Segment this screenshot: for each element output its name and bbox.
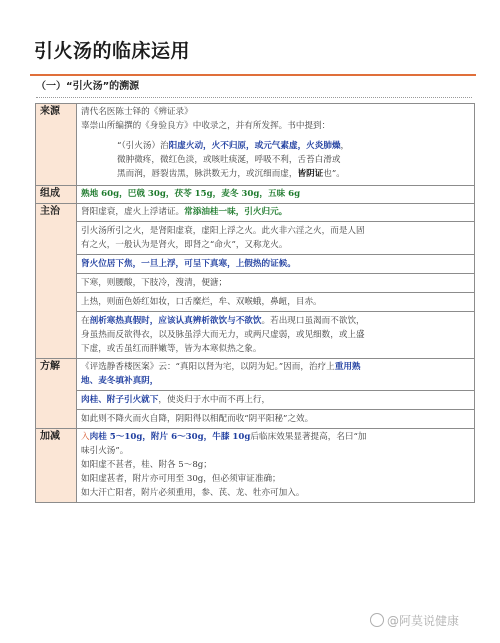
indication-detail (77, 292, 474, 309)
label-modification: 加减 (36, 429, 77, 503)
quote-text: ， (340, 141, 350, 151)
quote-line-2: 微肿微疼，微红色淡，或咳吐痰涎，呼吸不利，舌苔白滑或 (117, 155, 341, 165)
commentary-text: 《评选静香楼医案》云：“真阳以肾为宅，以阴为妃。”因而，治疗上 (81, 362, 335, 372)
watermark-text: @阿莫说健康 (387, 614, 460, 628)
indication-line: 身虽热而反欲得衣，以及脉虽浮大而无力，或两尺虚弱，或见细数，或上盛 (81, 330, 365, 340)
row-modification (36, 429, 475, 503)
content-composition (77, 186, 475, 204)
label-indication: 主治 (36, 204, 77, 359)
indication-line: 下虚，或舌虽红而胖嫩等，皆为本寒似热之象。 (81, 344, 262, 354)
indication-detail (77, 273, 474, 290)
section-heading: （一）“引火汤”的溯源 (36, 77, 472, 98)
quote-line-3 (117, 167, 460, 181)
quote-highlight: 阳虚火动，火不归原，或元气素虚，火炎肺燥 (168, 141, 341, 151)
modification-highlight: 肉桂 5～10g，附片 6～30g，牛膝 10g (89, 432, 251, 442)
indication-text: 。若出现口虽渴而不欲饮， (261, 316, 365, 326)
modification-line-5: 如大汗亡阳者，附片必须重用，参、芪、龙、牡亦可加入。 (81, 488, 305, 498)
row-composition (36, 186, 475, 204)
indication-line: 下寒，则腰酸，下肢冷，溲清，便溏； (81, 278, 228, 288)
indication-detail (77, 221, 474, 252)
row-indication (36, 204, 475, 359)
label-composition: 组成 (36, 186, 77, 204)
page-title: 引火汤的临床运用 (34, 40, 191, 62)
content-modification (77, 429, 475, 503)
indication-text: 在 (81, 316, 90, 326)
indication-highlight: 常添油桂一味，引火归元。 (184, 207, 288, 217)
indication-highlight: 剖析寒热真假时，应该认真辨析欲饮与不欲饮 (89, 316, 262, 326)
commentary-highlight: 重用熟 (334, 362, 361, 372)
prescription-table (35, 103, 475, 503)
content-commentary (77, 359, 475, 429)
source-line-1: 清代名医陈士铎的《辨证录》 (81, 107, 193, 117)
indication-line: 肾火位居下焦，一旦上浮，可呈下真寒，上假热的证候。 (81, 259, 296, 269)
quote-text: 黑而润，唇裂齿黑，脉洪数无力，或沉细而虚， (117, 169, 298, 179)
watermark-icon (370, 613, 384, 627)
content-source (77, 104, 475, 186)
commentary-detail (77, 409, 474, 426)
modification-line-2: 味引火汤”。 (81, 446, 129, 456)
composition-text: 熟地 60g，巴戟 30g，茯苓 15g，麦冬 30g，五味 6g (81, 189, 301, 199)
row-source (36, 104, 475, 186)
commentary-highlight: 肉桂、附子引火就下 (81, 395, 159, 405)
commentary-detail (77, 390, 474, 407)
indication-line: 上热，则面色娇红如妆，口舌糜烂，牟、双喉蛾，鼻衄，目赤。 (81, 297, 322, 307)
modification-text: 后临床效果显著提高，名曰“加 (250, 432, 367, 442)
content-indication (77, 204, 475, 359)
quote-text: 也”。 (323, 169, 345, 179)
indication-line: 引火汤所引之火，是肾阳虚衰，虚阳上浮之火。此火非六淫之火，而是人固 (81, 226, 365, 236)
commentary-line-4: 如此则不降火而火自降，阴阳得以相配而收“阴平阳秘”之效。 (81, 414, 314, 424)
modification-line-4: 如阳虚甚者，附片亦可用至 30g，但必须审证准确； (81, 474, 281, 484)
indication-line: 有之火，一般认为是肾火，即肾之“命火”，又称龙火。 (81, 240, 288, 250)
commentary-line-3 (81, 393, 470, 407)
title-rule (30, 74, 476, 76)
modification-line-1 (81, 430, 470, 444)
source-quote (81, 139, 470, 181)
source-line-2: 辜崇山所编撰的《身验良方》中收录之，并有所发挥。书中提到： (81, 121, 331, 131)
indication-line (81, 314, 470, 328)
quote-text: “（引火汤）治 (117, 141, 169, 151)
commentary-text: ，使炎归于水中而不再上行， (158, 395, 271, 405)
commentary-line-1 (81, 360, 470, 374)
indication-summary (81, 205, 470, 219)
watermark (370, 612, 459, 629)
quote-bold: 皆阴证 (297, 169, 324, 179)
indication-text: 肾阳虚衰，虚火上浮诸证。 (81, 207, 185, 217)
label-source: 来源 (36, 104, 77, 186)
modification-line-3: 如阳虚不甚者，桂、附各 5～8g； (81, 460, 212, 470)
row-commentary (36, 359, 475, 429)
indication-detail (77, 254, 474, 271)
modification-text: 入 (81, 432, 90, 442)
indication-detail (77, 311, 474, 356)
commentary-line-2: 地、麦冬填补真阴， (81, 376, 159, 386)
label-commentary: 方解 (36, 359, 77, 429)
quote-line-1 (117, 139, 460, 153)
